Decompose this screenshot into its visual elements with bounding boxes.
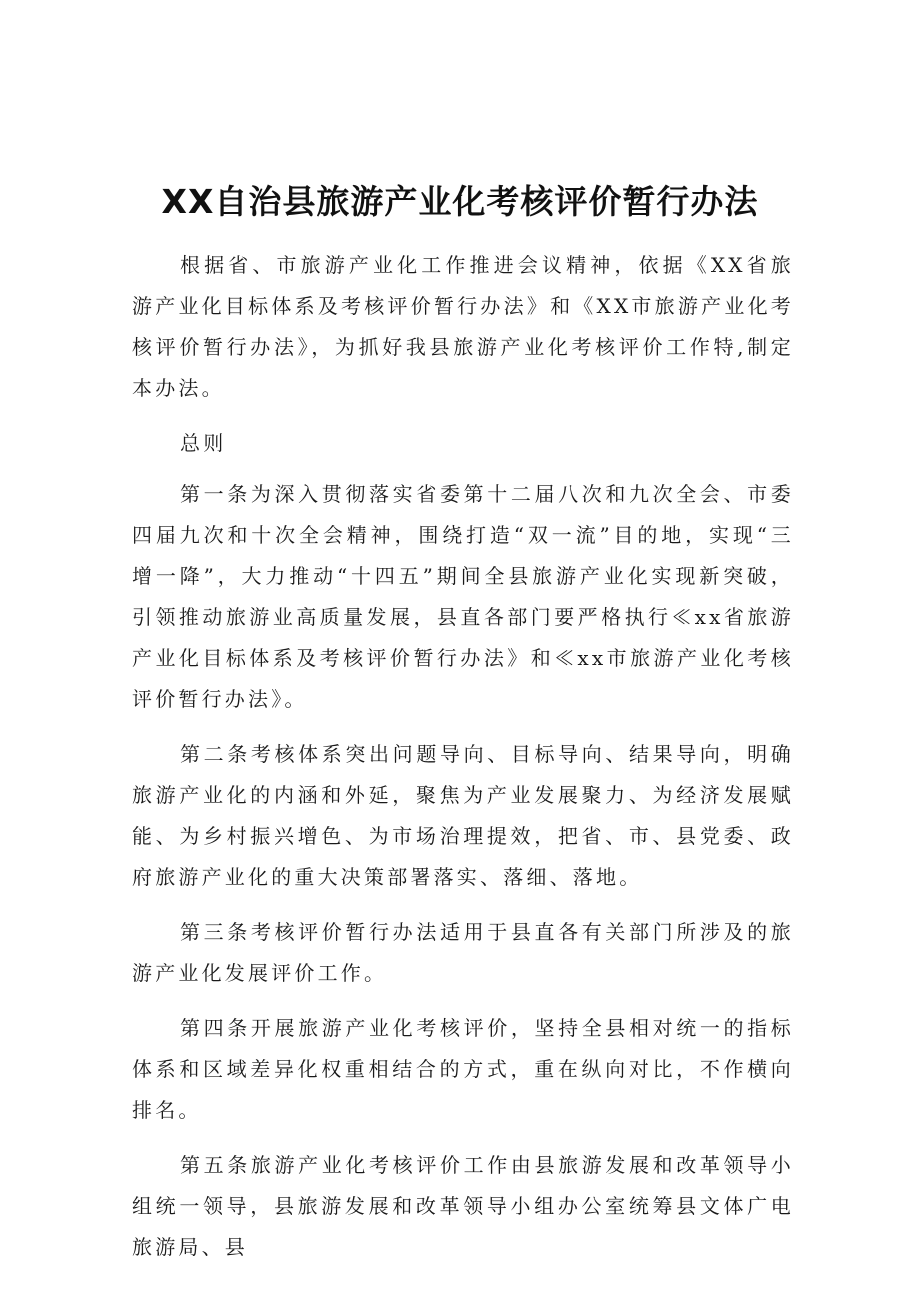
document-body: [132, 245, 794, 1282]
paragraph-preamble: 根据省、市旅游产业化工作推进会议精神，依据《XX省旅游产业化目标体系及考核评价暂行办法》和《XX市旅游产业化考核评价暂行办法》，为抓好我县旅游产业化考核评价工作特,制定本办法。: [132, 253, 794, 400]
paragraph-article-4: 第四条开展旅游产业化考核评价，坚持全县相对统一的指标体系和区域差异化权重相结合的方式，重在纵向对比，不作横向排名。: [132, 1016, 794, 1122]
document-title: XX自治县旅游产业化考核评价暂行办法: [161, 182, 759, 221]
paragraph-article-2: 第二条考核体系突出问题导向、目标导向、结果导向，明确旅游产业化的内涵和外延，聚焦为产业发展聚力、为经济发展赋能、为乡村振兴增色、为市场治理提效，把省、市、县党委、政府旅游产业化的重大决策部署落实、落细、落地。: [132, 742, 794, 889]
section-heading-general: 总则: [180, 431, 227, 455]
paragraph-article-3: 第三条考核评价暂行办法适用于县直各有关部门所涉及的旅游产业化发展评价工作。: [132, 920, 794, 985]
paragraph-article-5: 第五条旅游产业化考核评价工作由县旅游发展和改革领导小组统一领导，县旅游发展和改革领导小组办公室统筹县文体广电旅游局、县: [132, 1153, 794, 1259]
paragraph-article-1: 第一条为深入贯彻落实省委第十二届八次和九次全会、市委四届九次和十次全会精神，围绕打造“双一流”目的地，实现“三增一降”，大力推动“十四五”期间全县旅游产业化实现新突破，引领推动旅游业高质量发展，县直各部门要严格执行≪xx省旅游产业化目标体系及考核评价暂行办法》和≪xx市旅游产业化考核评价暂行办法》。: [132, 482, 794, 711]
